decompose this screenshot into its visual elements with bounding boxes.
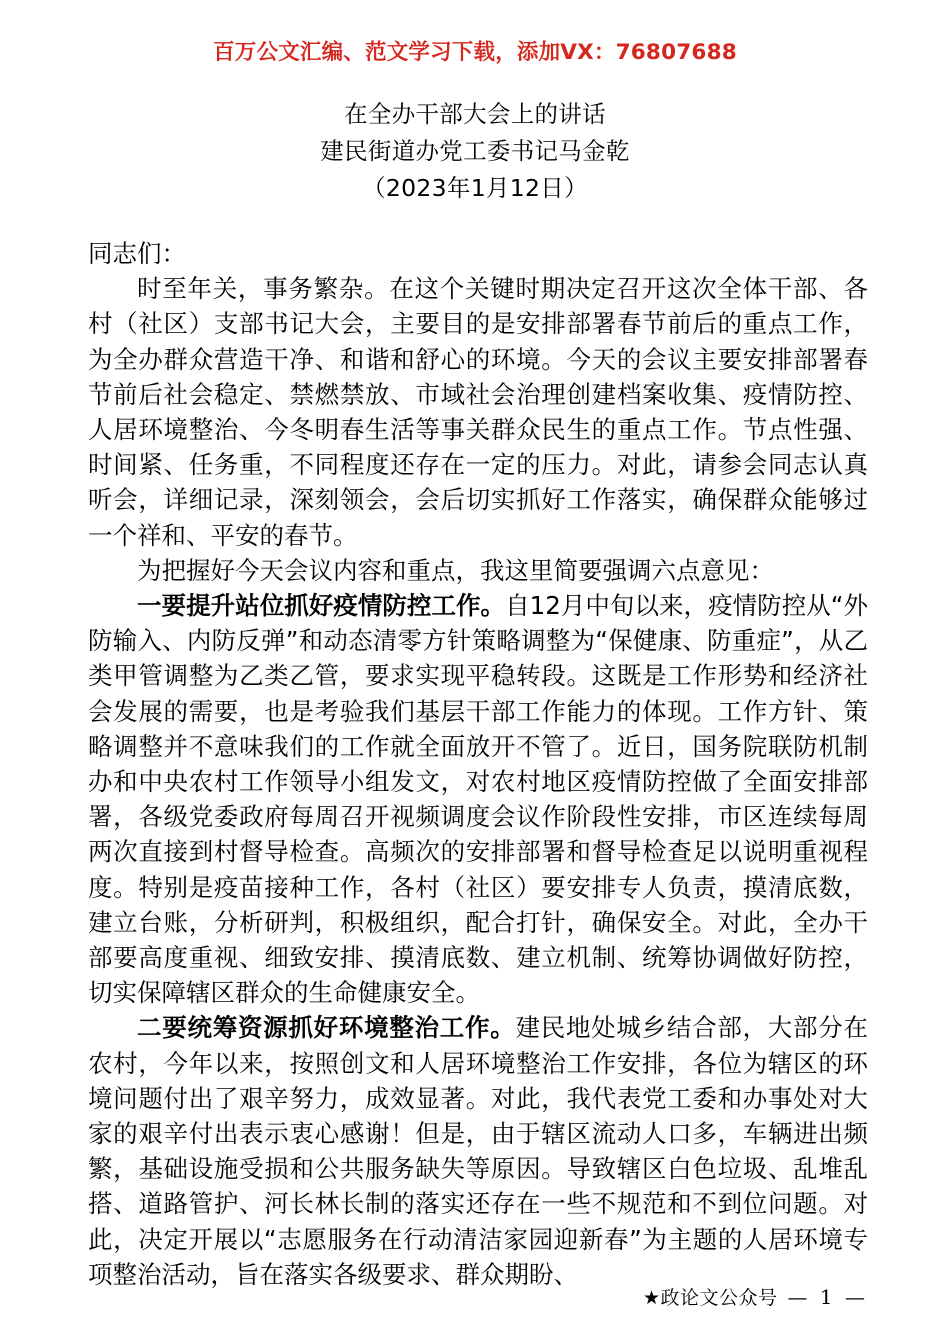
- paragraph-2-text: 为把握好今天会议内容和重点，我这里简要强调六点意见：: [137, 555, 774, 585]
- title-line-3: （2023年1月12日）: [362, 174, 588, 202]
- paragraph-3-text: 自12月中旬以来，疫情防控从“外防输入、内防反弹”和动态清零方针策略调整为“保健康、防重症”，从乙类甲管调整为乙类乙管，要求实现平稳转段。这既是工作形势和经济社会发展的需要，也是考验我们基层干部工作能力的体现。工作方针、策略调整并不意味我们的工作就全面放开不管了。近日，国务院联防机制办和中央农村工作领导小组发文，对农村地区疫情防控做了全面安排部署，各级党委政府每周召开视频调度会议作阶段性安排，市区连续每周两次直接到村督导检查。高频次的安排部署和督导检查足以说明重视程度。特别是疫苗接种工作，各村（社区）要安排专人负责，摸清底数，建立台账，分析研判，积极组织，配合打针，确保安全。对此，全办干部要高度重视、细致安排、摸清底数、建立机制、统筹协调做好防控，切实保障辖区群众的生命健康安全。: [88, 591, 869, 1008]
- document-body: [88, 236, 868, 1292]
- paragraph-4-heading: 二要统筹资源抓好环境整治工作。: [137, 1013, 516, 1043]
- promo-banner: 百万公文汇编、范文学习下载，添加VX：76807688: [213, 40, 737, 65]
- paragraph-4: [88, 1010, 868, 1292]
- footer-brand-label: ★政论文公众号: [643, 1287, 778, 1309]
- page-number: — 1 —: [787, 1285, 868, 1309]
- salutation: 同志们：: [88, 239, 186, 268]
- document-title-block: [0, 96, 950, 207]
- paragraph-3: [88, 588, 868, 1010]
- title-line-2: 建民街道办党工委书记马金乾: [320, 137, 630, 165]
- paragraph-1-text: 时至年关，事务繁杂。在这个关键时期决定召开这次全体干部、各村（社区）支部书记大会，主要目的是安排部署春节前后的重点工作，为全办群众营造干净、和谐和舒心的环境。今天的会议主要安排部署春节前后社会稳定、禁燃禁放、市域社会治理创建档案收集、疫情防控、人居环境整治、今冬明春生活等事关群众民生的重点工作。节点性强、时间紧、任务重，不同程度还存在一定的压力。对此，请参会同志认真听会，详细记录，深刻领会，会后切实抓好工作落实，确保群众能够过一个祥和、平安的春节。: [88, 274, 868, 550]
- paragraph-1: [88, 271, 868, 553]
- title-line-1: 在全办干部大会上的讲话: [344, 100, 606, 128]
- paragraph-3-heading: 一要提升站位抓好疫情防控工作。: [137, 591, 506, 621]
- paragraph-2: [88, 553, 868, 588]
- page-footer: [0, 1283, 950, 1323]
- paragraph-4-text: 建民地处城乡结合部，大部分在农村，今年以来，按照创文和人居环境整治工作安排，各位为辖区的环境问题付出了艰辛努力，成效显著。对此，我代表党工委和办事处对大家的艰辛付出表示衷心感谢！但是，由于辖区流动人口多，车辆进出频繁，基础设施受损和公共服务缺失等原因。导致辖区白色垃圾、乱堆乱搭、道路管护、河长林长制的落实还存在一些不规范和不到位问题。对此，决定开展以“志愿服务在行动清洁家园迎新春”为主题的人居环境专项整治活动，旨在落实各级要求、群众期盼、: [88, 1013, 869, 1289]
- footer-inner: [643, 1283, 868, 1310]
